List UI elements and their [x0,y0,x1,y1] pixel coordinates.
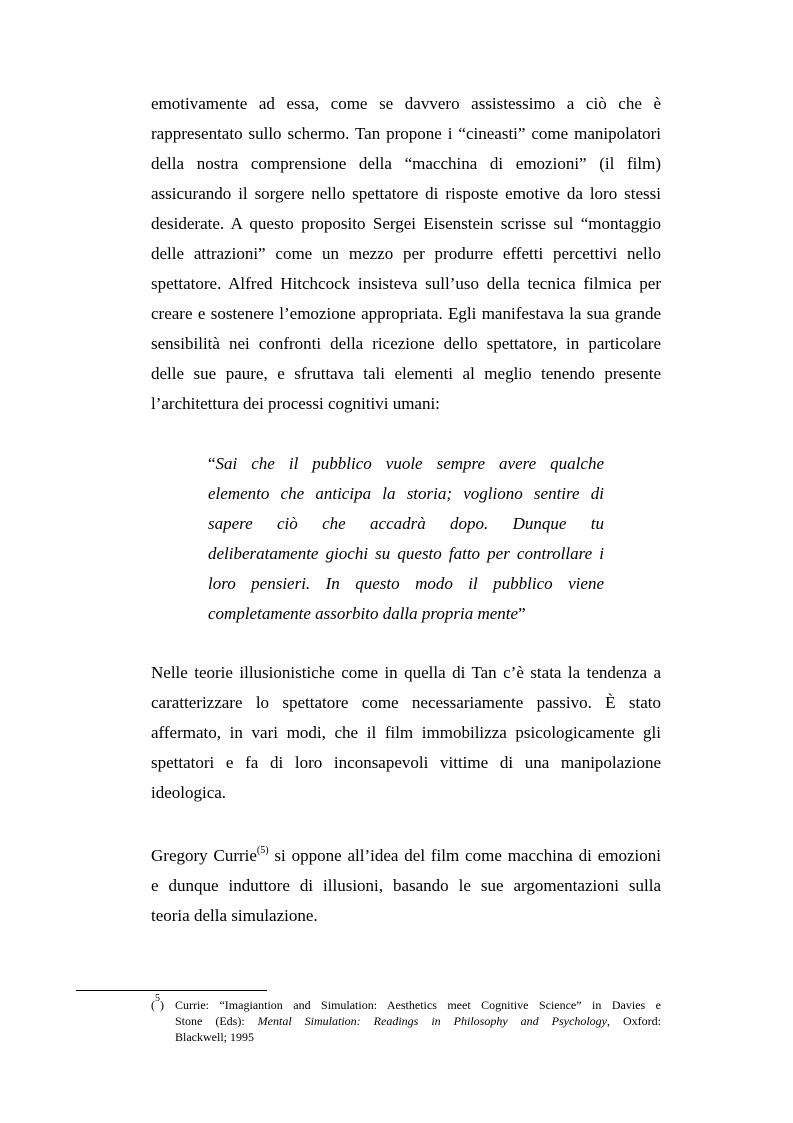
paragraph-2-line: spettatori e fa di loro inconsapevoli vittime di una manipolazione [151,753,661,772]
quote-text: completamente assorbito dalla propria mente [208,604,519,623]
footnote-publisher-city: , Oxford: [606,1014,661,1028]
quote-line: sapere ciò che accadrà dopo. Dunque tu [208,514,604,533]
footnote-mark-close: ) [160,998,164,1012]
paragraph-1-line: desiderate. A questo proposito Sergei Eisenstein scrisse sul “montaggio [151,214,661,233]
paragraph-1-line: creare e sostenere l’emozione appropriata. Egli manifestava la sua grande [151,304,661,323]
footnote-text [175,997,661,1045]
footnote-book-title: Mental Simulation: Readings in Philosophy and Psychology [257,1014,607,1028]
paragraph-1 [151,89,661,419]
footnote-mark-open: ( [151,998,155,1012]
quote-text: Sai che il pubblico vuole sempre avere qualche [215,454,604,473]
block-quote [208,449,604,629]
paragraph-3-text: si oppone all’idea del film come macchina di emozioni [268,846,661,865]
paragraph-1-line: della nostra comprensione della “macchina di emozioni” (il film) [151,154,661,173]
paragraph-1-line: assicurando il sorgere nello spettatore di risposte emotive da loro stessi [151,184,661,203]
footnote-line [175,1013,661,1029]
paragraph-2-line: ideologica. [151,783,227,802]
paragraph-2-line: Nelle teorie illusionistiche come in quella di Tan c’è stata la tendenza a [151,663,661,682]
paragraph-3 [151,841,661,931]
paragraph-2 [151,658,661,808]
paragraph-1-line: rappresentato sullo schermo. Tan propone i “cineasti” come manipolatori [151,124,661,143]
paragraph-1-line: emotivamente ad essa, come se davvero assistessimo a ciò che è [151,94,661,113]
footnote-mark [151,993,164,1013]
quote-line [208,599,604,629]
paragraph-2-line: affermato, in vari modi, che il film immobilizza psicologicamente gli [151,723,661,742]
paragraph-1-line: sensibilità nei confronti della ricezione dello spettatore, in particolare [151,334,661,353]
footnote-separator [76,990,267,991]
paragraph-3-line: teoria della simulazione. [151,906,318,925]
quote-line: loro pensieri. In questo modo il pubblico viene [208,574,604,593]
footnote-line: Currie: “Imagiantion and Simulation: Aesthetics meet Cognitive Science” in Davies e [175,998,661,1012]
paragraph-3-line: e dunque induttore di illusioni, basando le sue argomentazioni sulla [151,876,661,895]
paragraph-1-line: l’architettura dei processi cognitivi umani: [151,394,440,413]
footnote-mark-number: 5 [155,993,160,1004]
quote-line: elemento che anticipa la storia; vogliono sentire di [208,484,604,503]
footnote-editors: Stone (Eds): [175,1014,258,1028]
paragraph-1-line: delle sue paure, e sfruttava tali elementi al meglio tenendo presente [151,364,661,383]
footnote-line: Blackwell; 1995 [175,1030,254,1044]
author-name: Gregory Currie [151,846,257,865]
quote-line [208,449,604,479]
footnote-reference[interactable]: (5) [256,845,269,856]
paragraph-2-line: caratterizzare lo spettatore come necessariamente passivo. È stato [151,693,661,712]
quote-close-mark: ” [518,604,526,623]
paragraph-3-line [151,841,661,871]
paragraph-1-line: delle attrazioni” come un mezzo per produrre effetti percettivi nello [151,244,661,263]
paragraph-1-line: spettatore. Alfred Hitchcock insisteva sull’uso della tecnica filmica per [151,274,661,293]
quote-line: deliberatamente giochi su questo fatto per controllare i [208,544,604,563]
quote-open-mark: “ [208,454,216,473]
